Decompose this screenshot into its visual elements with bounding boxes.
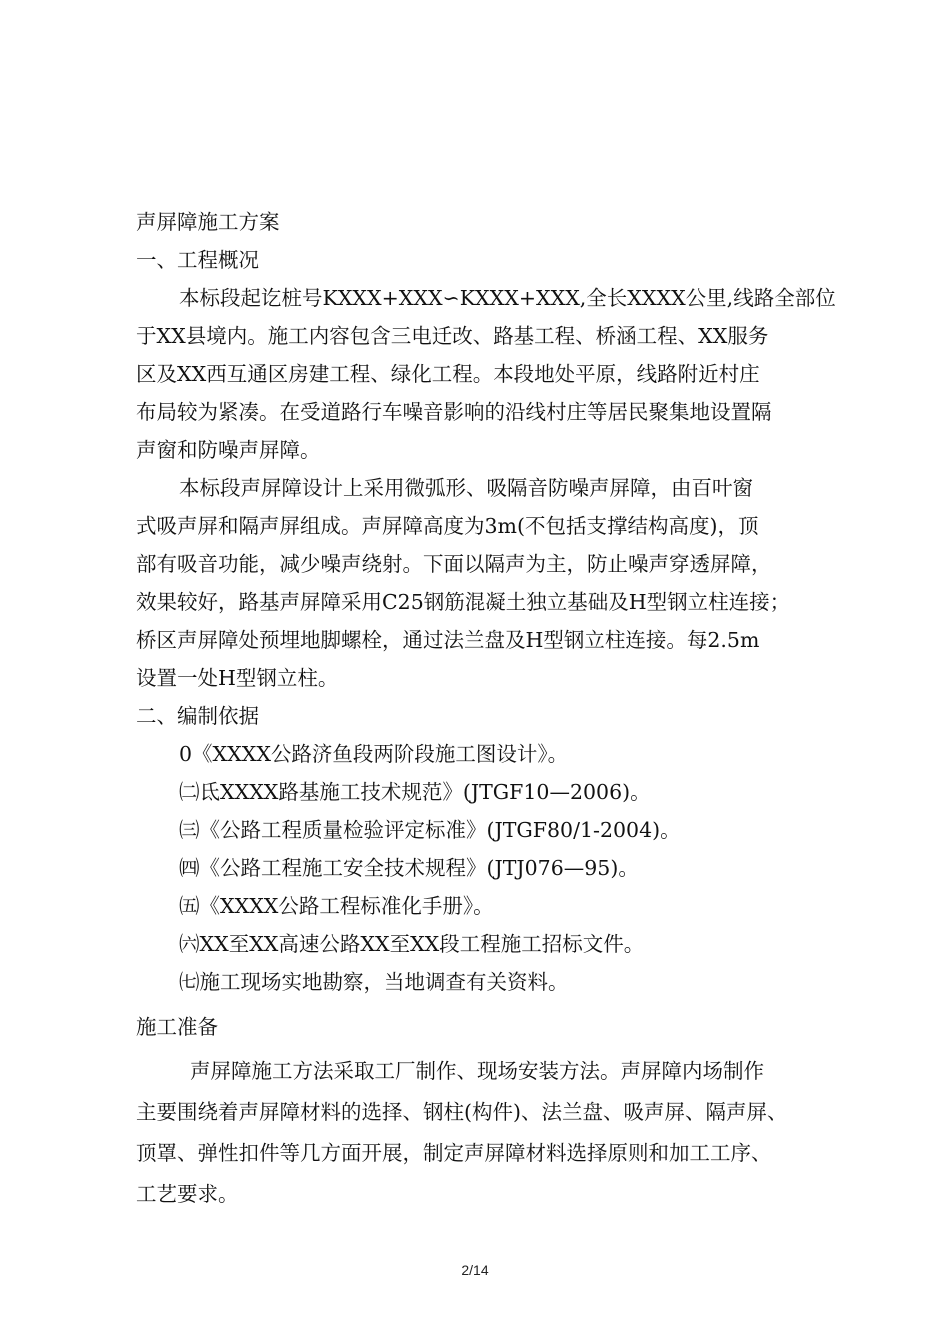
list-item: ㈣《公路工程施工安全技术规程》(JTJ076—95)。 <box>179 856 639 880</box>
list-item: ㈡氐XXXX路基施工技术规范》(JTGF10—2006)。 <box>179 780 651 804</box>
section-heading: 一、工程概况 <box>136 248 259 272</box>
paragraph-line: 顶罩、弹性扣件等几方面开展，制定声屏障材料选择原则和加工工序、 <box>136 1141 772 1165</box>
page-number: 2/14 <box>461 1262 489 1278</box>
paragraph-line: 主要围绕着声屏障材料的选择、钢柱(构件)、法兰盘、吸声屏、隔声屏、 <box>136 1100 788 1124</box>
section-heading: 二、编制依据 <box>136 704 259 728</box>
paragraph-line: 声窗和防噪声屏障。 <box>136 438 321 462</box>
paragraph-line: 工艺要求。 <box>136 1182 239 1206</box>
list-item: ㈦施工现场实地勘察，当地调查有关资料。 <box>179 970 569 994</box>
paragraph-line: 本标段声屏障设计上采用微弧形、吸隔音防噪声屏障，由百叶窗 <box>179 476 753 500</box>
paragraph-line: 本标段起讫桩号KXXX+XXX∽KXXX+XXX,全长XXXX公里,线路全部位 <box>179 286 836 310</box>
paragraph-line: 效果较好，路基声屏障采用C25钢筋混凝土独立基础及H型钢立柱连接； <box>136 590 791 614</box>
list-item: ㈢《公路工程质量检验评定标准》(JTGF80/1-2004)。 <box>179 818 681 842</box>
paragraph-line: 桥区声屏障处预埋地脚螺栓，通过法兰盘及H型钢立柱连接。每2.5m <box>136 628 760 652</box>
list-item: ㈤《XXXX公路工程标准化手册》。 <box>179 894 494 918</box>
paragraph-line: 于XX县境内。施工内容包含三电迁改、路基工程、桥涵工程、XX服务 <box>136 324 769 348</box>
paragraph-line: 区及XX西互通区房建工程、绿化工程。本段地处平原，线路附近村庄 <box>136 362 760 386</box>
list-item: ㈥XX至XX高速公路XX至XX段工程施工招标文件。 <box>179 932 645 956</box>
section-heading: 施工准备 <box>136 1015 218 1039</box>
paragraph-line: 部有吸音功能，减少噪声绕射。下面以隔声为主，防止噪声穿透屏障， <box>136 552 772 576</box>
paragraph-line: 设置一处H型钢立柱。 <box>136 666 339 690</box>
paragraph-line: 式吸声屏和隔声屏组成。声屏障高度为3m(不包括支撑结构高度)，顶 <box>136 514 759 538</box>
list-item: 0《XXXX公路济鱼段两阶段施工图设计》。 <box>179 742 569 766</box>
document-title: 声屏障施工方案 <box>136 210 280 234</box>
paragraph-line: 声屏障施工方法采取工厂制作、现场安装方法。声屏障内场制作 <box>190 1059 764 1083</box>
paragraph-line: 布局较为紧凑。在受道路行车噪音影响的沿线村庄等居民聚集地设置隔 <box>136 400 772 424</box>
